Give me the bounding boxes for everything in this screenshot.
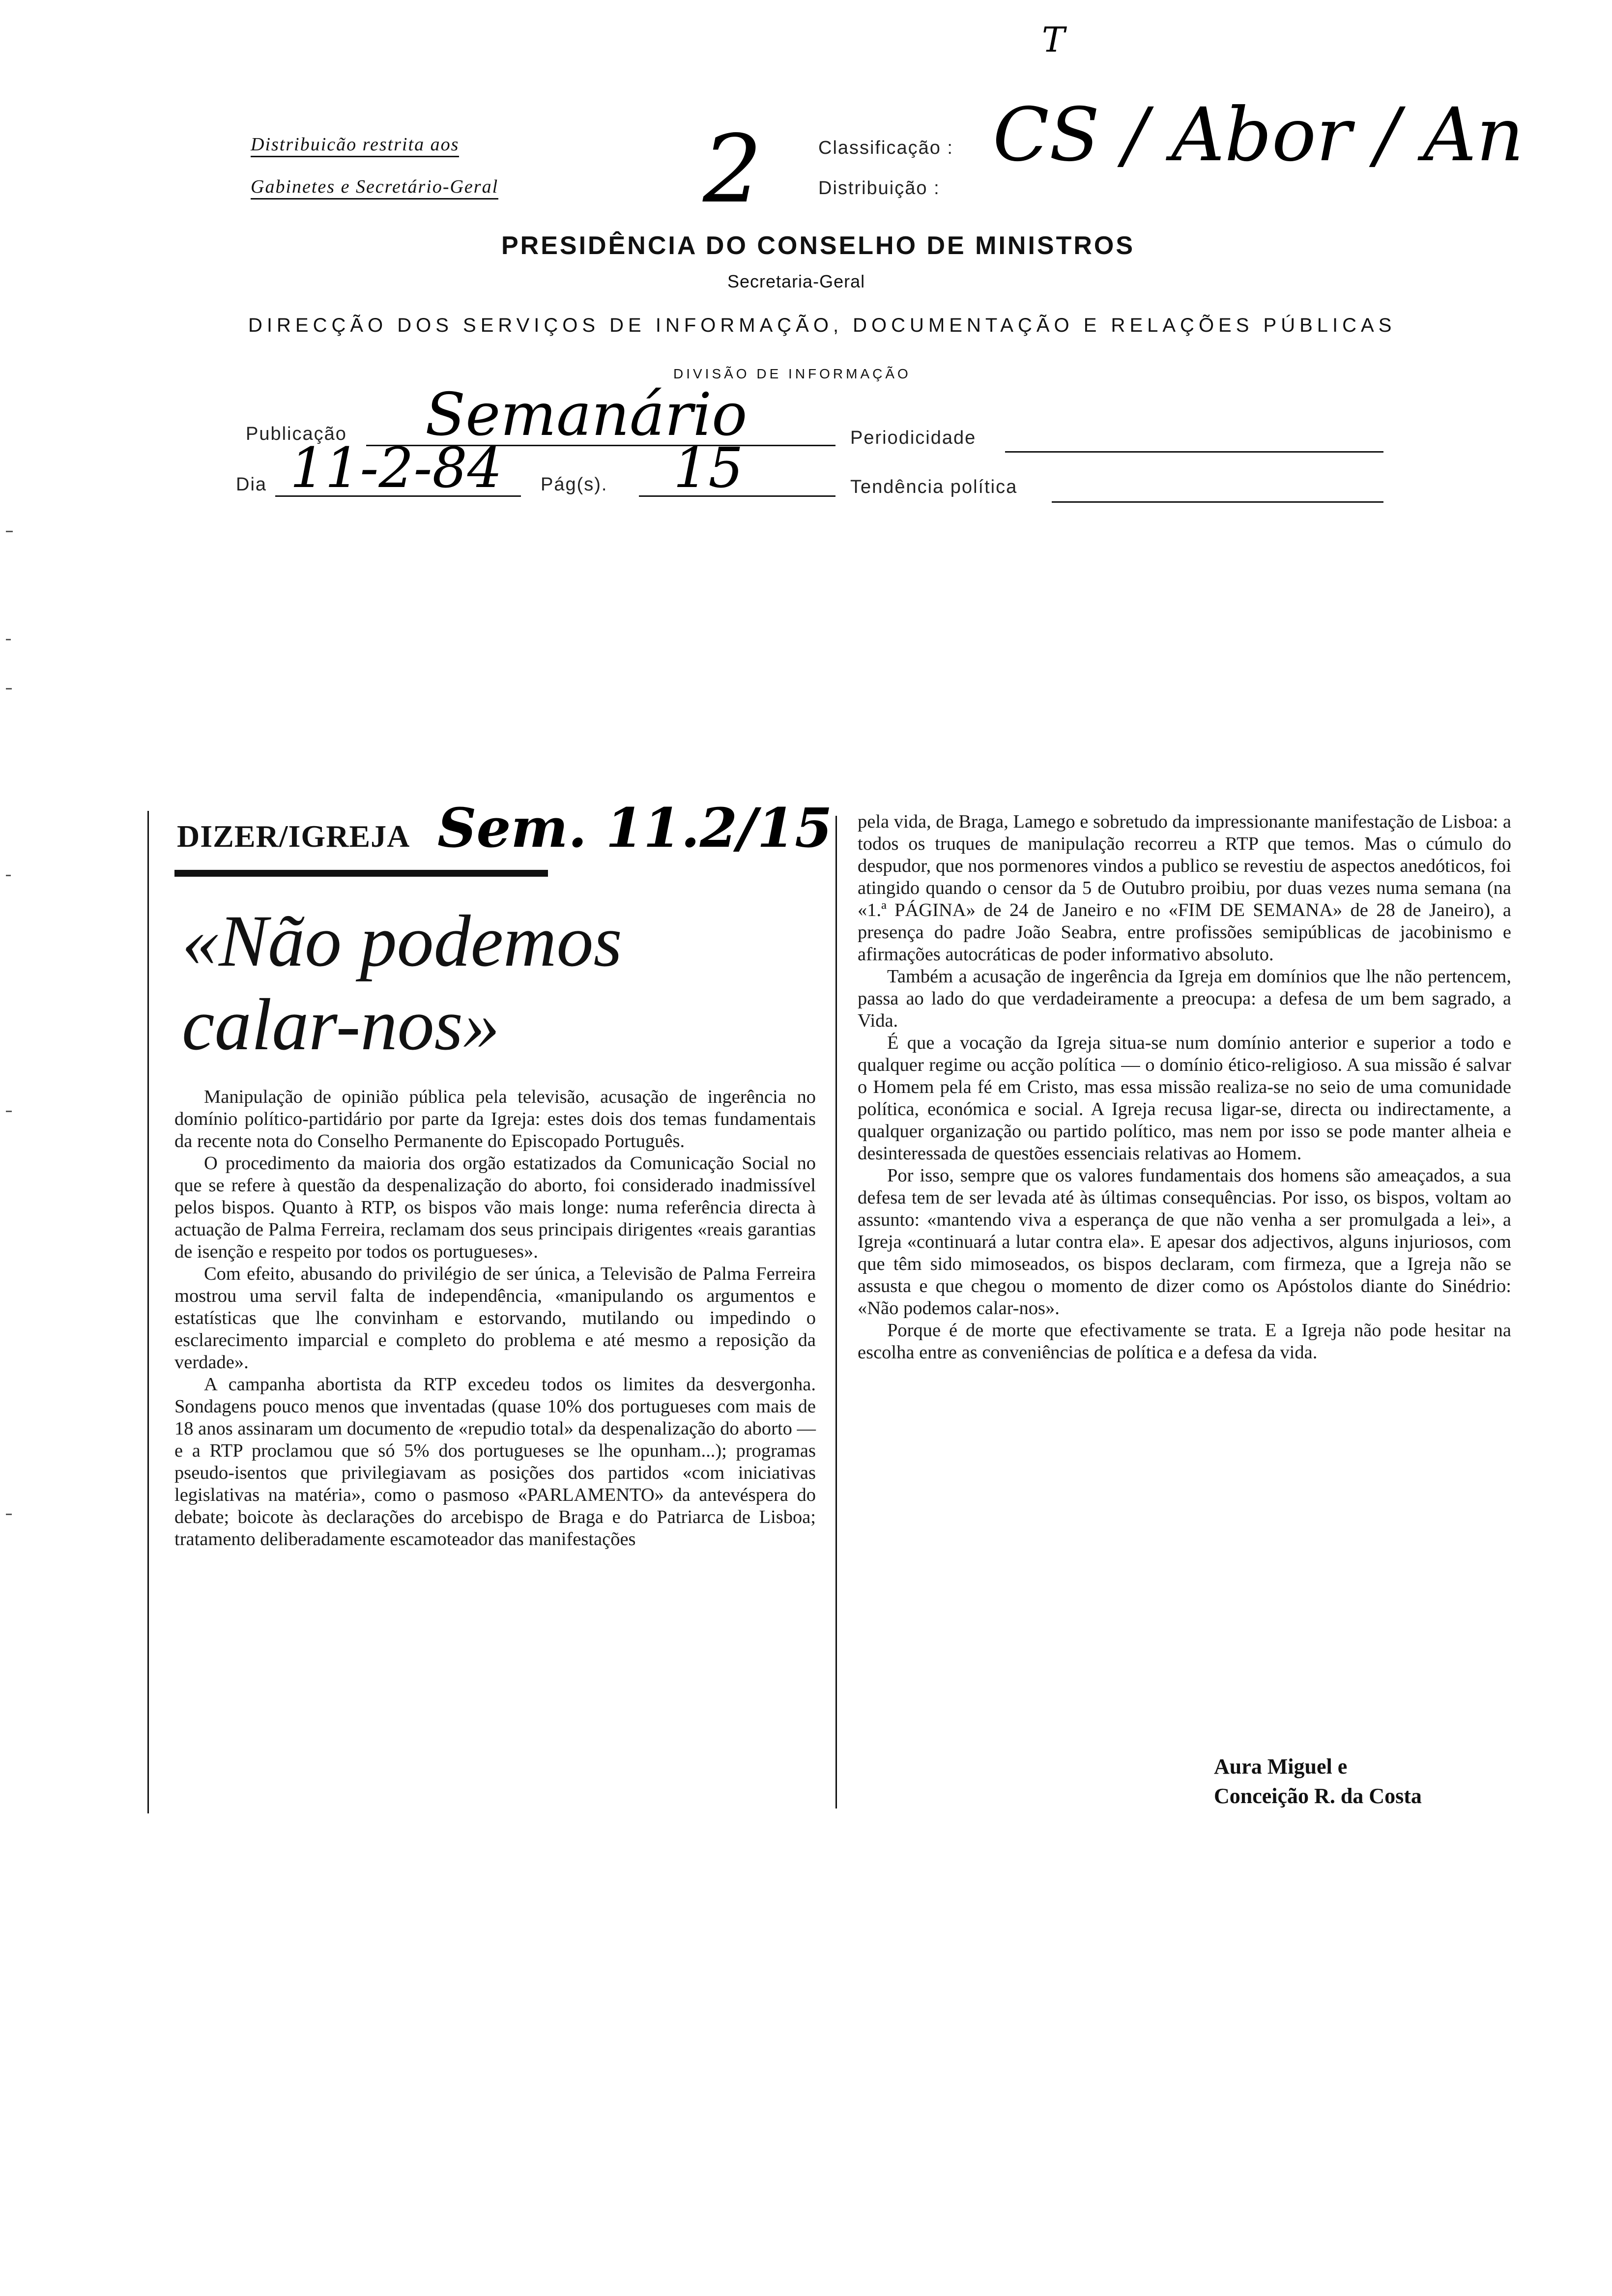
tendencia-label: Tendência política [850, 477, 1018, 497]
publicacao-label: Publicação [246, 424, 347, 444]
handwritten-classification: CS / Abor / An [993, 92, 1524, 178]
publicacao-value: Semanário [425, 381, 748, 449]
article-column-2 [858, 811, 1511, 1364]
distribution-text-1: Distribuicão restrita aos [251, 134, 459, 157]
paragraph: É que a vocação da Igreja situa-se num domínio anterior e superior a todo e qualquer regime ou acção política — o domínio ético-religioso. A sua missão é salvar o Homem pela fé em Cristo, mas essa missão realiza-se no seio de uma comunidade política, económica e social. A Igreja recusa ligar-se, directa ou indirectamente, a qualquer organização ou partido político, mas nem por isso se pode manter alheia e desinteressada de questões essenciais relativas ao Homem. [858, 1033, 1511, 1164]
periodicidade-label: Periodicidade [850, 428, 977, 448]
distribuicao-label: Distribuição : [818, 178, 940, 199]
top-handwritten-mark: T [1042, 20, 1065, 60]
paragraph: Com efeito, abusando do privilégio de ser única, a Televisão de Palma Ferreira mostrou uma servil falta de independência, «manipulando os argumentos e estatísticas que lhe convinham e estorvando, mutilando ou impedindo o esclarecimento imparcial e completo do problema e até mesmo a reposição da verdade». [174, 1263, 816, 1373]
handwritten-distribution-number: 2 [703, 115, 762, 224]
pags-label: Pág(s). [541, 474, 608, 495]
byline-author-2: Conceição R. da Costa [1214, 1784, 1422, 1808]
periodicidade-field [1005, 427, 1383, 453]
secretariat-subtitle: Secretaria-Geral [727, 271, 865, 291]
article-byline [1214, 1752, 1422, 1811]
pags-field [639, 436, 835, 500]
paragraph: Também a acusação de ingerência da Igreja em domínios que lhe não pertencem, passa ao lado do que verdadeiramente a preocupa: a defesa de um bem sagrado, a Vida. [858, 966, 1511, 1031]
kicker-underline-bar [174, 870, 548, 877]
distribution-restriction-line1 [251, 134, 459, 155]
dia-value: 11-2-84 [290, 436, 502, 500]
handwritten-article-ref: Sem. 11.2/15 [437, 796, 833, 860]
paragraph: Manipulação de opinião pública pela televisão, acusação de ingerência no domínio político-partidário por parte da Igreja: estes dois dos temas fundamentais da recente nota do Conselho Permanente do Episcopado Português. [174, 1087, 816, 1151]
paragraph: Por isso, sempre que os valores fundamentais dos homens são ameaçados, a sua defesa tem de ser levada até às últimas consequências. Por isso, os bispos, voltam ao assunto: «mantendo viva a esperança de que não venha a ser promulgada a lei», a Igreja «continuará a lutar contra ela». E apesar dos adjectivos, alguns injuriosos, com que têm sido mimoseados, os bispos declaram, com firmeza, que a Igreja não se assusta e que chegou o momento de dizer como os Apóstolos diante do Sinédrio: «Não podemos calar-nos». [858, 1165, 1511, 1319]
section-kicker: DIZER/IGREJA [177, 819, 410, 854]
tendencia-field [1052, 477, 1383, 503]
headline-line-2: calar-nos» [182, 984, 500, 1065]
byline-author-1: Aura Miguel e [1214, 1754, 1348, 1779]
article-column-1 [174, 1086, 816, 1550]
scan-margin-marks [6, 531, 16, 1661]
division-line: DIVISÃO DE INFORMAÇÃO [673, 366, 911, 381]
organization-title: PRESIDÊNCIA DO CONSELHO DE MINISTROS [501, 231, 1135, 260]
paragraph: pela vida, de Braga, Lamego e sobretudo da impressionante manifestação de Lisboa: a todos os truques de manipulação recorreu a RTP que temos. Mas o cúmulo do despudor, que nos pormenores vindos a publico se revestiu de aspectos anedóticos, foi atingido quando o censor da 5 de Outubro proibiu, por duas vezes numa semana (na «1.ª PÁGINA» de 24 de Janeiro e no «FIM DE SEMANA» de 28 de Janeiro), a presença do padre João Seabra, entre profissões semipúblicas de jacobinismo e afirmações autocráticas de poder informativo absoluto. [858, 811, 1511, 965]
column-divider-rule [835, 816, 837, 1808]
dia-label: Dia [236, 474, 267, 495]
article-left-rule [147, 811, 149, 1813]
headline-line-1: «Não podemos [182, 900, 622, 982]
distribution-restriction-line2 [251, 176, 498, 198]
classificacao-label: Classificação : [818, 138, 953, 158]
article-headline [182, 899, 831, 1066]
paragraph: A campanha abortista da RTP excedeu todos os limites da desvergonha. Sondagens pouco menos que inventadas (quase 10% dos portugueses com mais de 18 anos assinaram um documento de «repudio total» da despenalização do aborto — e a RTP proclamou que só 5% dos portugueses se lhe opunham...); programas pseudo-isentos que privilegiavam as posições dos partidos «com iniciativas legislativas na matéria», como o pasmoso «PARLAMENTO» da antevéspera do debate; boicote às declarações do arcebispo de Braga e do Patriarca de Lisboa; tratamento deliberadamente escamoteador das manifestações [174, 1374, 816, 1550]
distribution-text-2: Gabinetes e Secretário-Geral [251, 176, 498, 200]
directorate-line: DIRECÇÃO DOS SERVIÇOS DE INFORMAÇÃO, DOCUMENTAÇÃO E RELAÇÕES PÚBLICAS [248, 315, 1396, 336]
dia-field [275, 436, 521, 500]
pags-value: 15 [673, 436, 744, 500]
paragraph: O procedimento da maioria dos orgão estatizados da Comunicação Social no que se refere à questão da despenalização do aborto, foi considerado inadmissível pelos bispos. Quanto à RTP, os bispos vão mais longe: numa referência directa à actuação de Palma Ferreira, reclamam dos seus principais dirigentes «reais garantias de isenção e respeito por todos os portugueses». [174, 1153, 816, 1262]
paragraph: Porque é de morte que efectivamente se trata. E a Igreja não pode hesitar na escolha entre as conveniências de política e a defesa da vida. [858, 1320, 1511, 1363]
